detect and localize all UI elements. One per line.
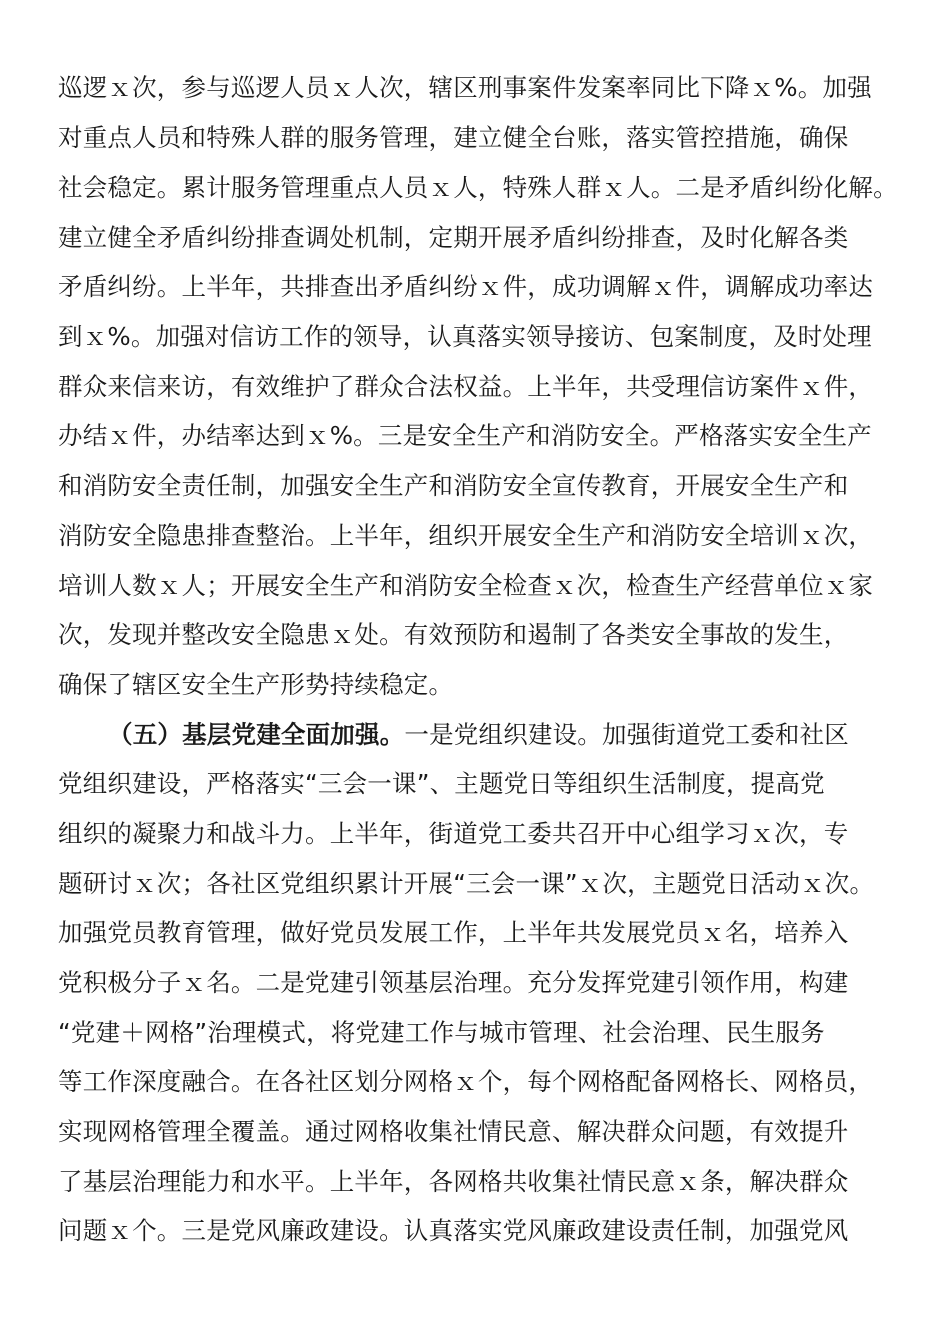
paragraph-line: 题研讨ｘ次；各社区党组织累计开展“三会一课”ｘ次，主题党日活动ｘ次。 xyxy=(58,869,875,898)
paragraph-line: 等工作深度融合。在各社区划分网格ｘ个，每个网格配备网格长、网格员， xyxy=(58,1067,874,1096)
paragraph-line: 办结ｘ件，办结率达到ｘ%。三是安全生产和消防安全。严格落实安全生产 xyxy=(58,421,872,450)
paragraph-line: “党建＋网格”治理模式，将党建工作与城市管理、社会治理、民生服务 xyxy=(58,1018,825,1047)
paragraph-line: 建立健全矛盾纠纷排查调处机制，定期开展矛盾纠纷排查，及时化解各类 xyxy=(58,223,849,252)
paragraph-line: 了基层治理能力和水平。上半年，各网格共收集社情民意ｘ条，解决群众 xyxy=(58,1167,849,1196)
paragraph-line: 对重点人员和特殊人群的服务管理，建立健全台账，落实管控措施，确保 xyxy=(58,123,849,152)
paragraph-line: 社会稳定。累计服务管理重点人员ｘ人，特殊人群ｘ人。二是矛盾纠纷化解。 xyxy=(58,173,898,202)
paragraph-line: 群众来信来访，有效维护了群众合法权益。上半年，共受理信访案件ｘ件， xyxy=(58,372,874,401)
paragraph-line: 问题ｘ个。三是党风廉政建设。认真落实党风廉政建设责任制，加强党风 xyxy=(58,1216,849,1245)
paragraph-line: 次，发现并整改安全隐患ｘ处。有效预防和遏制了各类安全事故的发生， xyxy=(58,620,849,649)
paragraph-line: 实现网格管理全覆盖。通过网格收集社情民意、解决群众问题，有效提升 xyxy=(58,1117,849,1146)
paragraph-line: 巡逻ｘ次，参与巡逻人员ｘ人次，辖区刑事案件发案率同比下降ｘ%。加强 xyxy=(58,73,872,102)
paragraph-line: 培训人数ｘ人；开展安全生产和消防安全检查ｘ次，检查生产经营单位ｘ家 xyxy=(58,571,874,600)
paragraph-line: 确保了辖区安全生产形势持续稳定。 xyxy=(58,670,454,699)
paragraph-line: 矛盾纠纷。上半年，共排查出矛盾纠纷ｘ件，成功调解ｘ件，调解成功率达 xyxy=(58,272,874,301)
paragraph-line: 党积极分子ｘ名。二是党建引领基层治理。充分发挥党建引领作用，构建 xyxy=(58,968,849,997)
paragraph-line: 加强党员教育管理，做好党员发展工作，上半年共发展党员ｘ名，培养入 xyxy=(58,918,849,947)
section-first-line-text: 一是党组织建设。加强街道党工委和社区 xyxy=(404,720,850,749)
section-heading: （五）基层党建全面加强。 xyxy=(108,720,405,749)
section-first-line xyxy=(108,715,950,755)
paragraph-line: 党组织建设，严格落实“三会一课”、主题党日等组织生活制度，提高党 xyxy=(58,769,825,798)
paragraph-line: 和消防安全责任制，加强安全生产和消防安全宣传教育，开展安全生产和 xyxy=(58,471,849,500)
paragraph-line: 消防安全隐患排查整治。上半年，组织开展安全生产和消防安全培训ｘ次， xyxy=(58,521,874,550)
paragraph-line: 到ｘ%。加强对信访工作的领导，认真落实领导接访、包案制度，及时处理 xyxy=(58,322,872,351)
paragraph-line: 组织的凝聚力和战斗力。上半年，街道党工委共召开中心组学习ｘ次，专 xyxy=(58,819,849,848)
